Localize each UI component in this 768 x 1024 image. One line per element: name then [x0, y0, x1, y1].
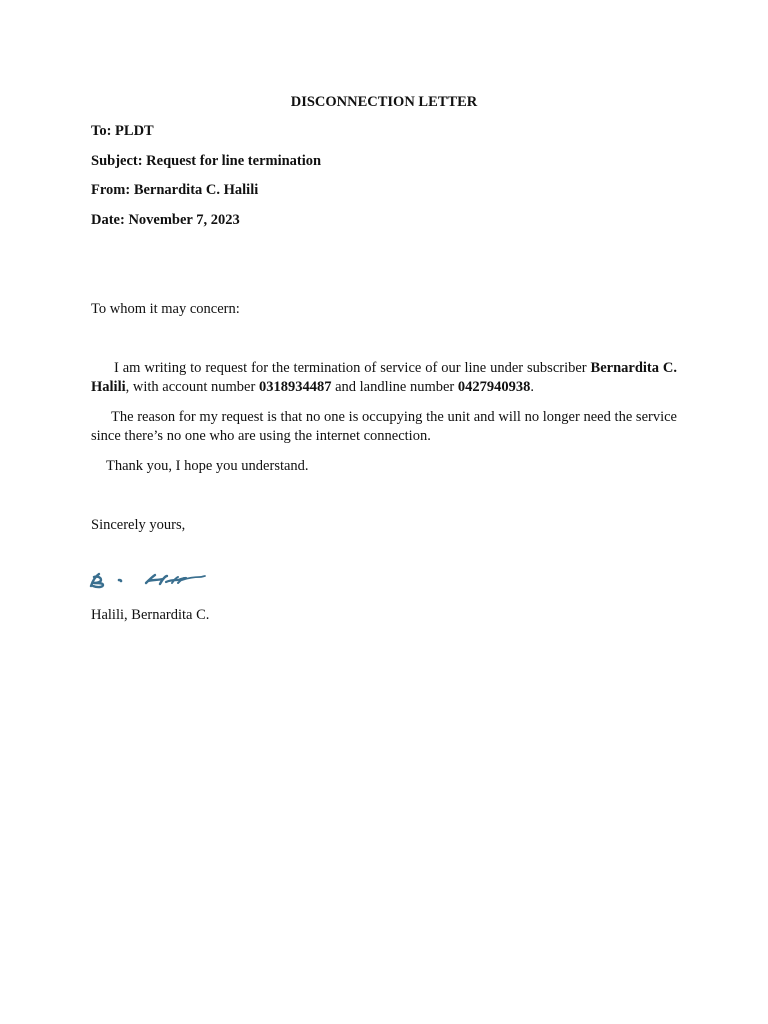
- closing-line: Sincerely yours,: [91, 517, 186, 533]
- signatory-name: Halili, Bernardita C.: [91, 607, 210, 623]
- sender-line: From: Bernardita C. Halili: [91, 182, 259, 198]
- thanks-paragraph: Thank you, I hope you understand.: [106, 458, 309, 474]
- request-text-1: I am writing to request for the termination of service of our line under subscriber: [114, 360, 591, 376]
- reason-paragraph: The reason for my request is that no one is occupying the unit and will no longer need the service since there’s no one who are using the internet connection.: [91, 409, 677, 444]
- recipient-line: To: PLDT: [91, 123, 154, 139]
- landline-number: 0427940938: [457, 379, 531, 395]
- request-text-3: and landline number: [331, 379, 458, 395]
- handwritten-signature: [88, 568, 206, 590]
- request-paragraph: [91, 359, 677, 397]
- account-number: 0318934487: [258, 379, 332, 395]
- salutation: To whom it may concern:: [91, 301, 240, 317]
- request-text-2: , with account number: [125, 379, 259, 395]
- subject-line: Subject: Request for line termination: [91, 153, 322, 169]
- date-line: Date: November 7, 2023: [91, 212, 240, 228]
- subscriber-name: Bernardita C. Halili: [91, 360, 677, 395]
- request-text-4: .: [530, 379, 535, 395]
- letter-title: DISCONNECTION LETTER: [290, 94, 478, 110]
